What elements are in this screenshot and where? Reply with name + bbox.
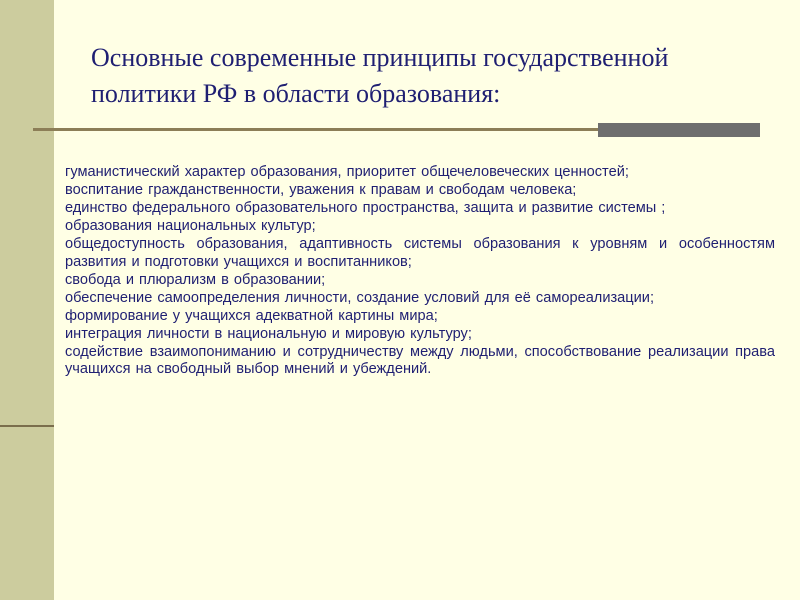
bullet-square-icon — [40, 278, 46, 284]
left-band-divider — [0, 425, 54, 427]
slide-title — [91, 40, 771, 112]
list-item-text: свобода и плюрализм в образовании; — [65, 271, 326, 288]
list-item — [40, 308, 775, 326]
title-underline-block — [598, 123, 760, 137]
bullet-square-icon — [40, 332, 46, 338]
list-item-text: единство федерального образовательного пространства, защита и развитие системы ; — [65, 200, 666, 216]
slide-title-line-1: Основные современные принципы государственной — [91, 43, 669, 72]
title-underline — [33, 128, 598, 131]
list-item — [40, 182, 775, 200]
slide-title-line-2: политики РФ в области образования: — [91, 79, 501, 108]
list-item — [40, 344, 775, 379]
bullet-square-icon — [40, 206, 46, 212]
bullet-square-icon — [40, 170, 46, 176]
list-item — [40, 218, 775, 236]
list-item — [40, 326, 775, 344]
bullet-square-icon — [40, 224, 46, 230]
bullet-square-icon — [40, 296, 46, 302]
list-item-text: обеспечение самоопределения личности, создание условий для её самореализации; — [65, 289, 655, 306]
list-item-text: формирование у учащихся адекватной картины мира; — [65, 307, 438, 324]
list-item — [40, 164, 775, 182]
list-item-text: воспитание гражданственности, уважения к правам и свободам человека; — [65, 182, 577, 198]
bullet-square-icon — [40, 314, 46, 320]
list-item-text: общедоступность образования, адаптивность системы образования к уровням и особенностям развития и подготовки учащихся и воспитанников; — [65, 236, 775, 270]
list-item — [40, 200, 775, 218]
principles-list — [40, 164, 775, 379]
bullet-square-icon — [40, 188, 46, 194]
bullet-square-icon — [40, 350, 46, 356]
bullet-square-icon — [40, 242, 46, 248]
list-item-text: интеграция личности в национальную и мировую культуру; — [65, 325, 472, 342]
list-item-text: образования национальных культур; — [65, 218, 316, 234]
list-item — [40, 290, 775, 308]
list-item-text: гуманистический характер образования, приоритет общечеловеческих ценностей; — [65, 164, 629, 180]
list-item — [40, 272, 775, 290]
list-item-text: содействие взаимопониманию и сотрудничеству между людьми, способствование реализации права учащихся на свободный выбор мнений и убеждений. — [65, 343, 775, 377]
list-item — [40, 236, 775, 271]
